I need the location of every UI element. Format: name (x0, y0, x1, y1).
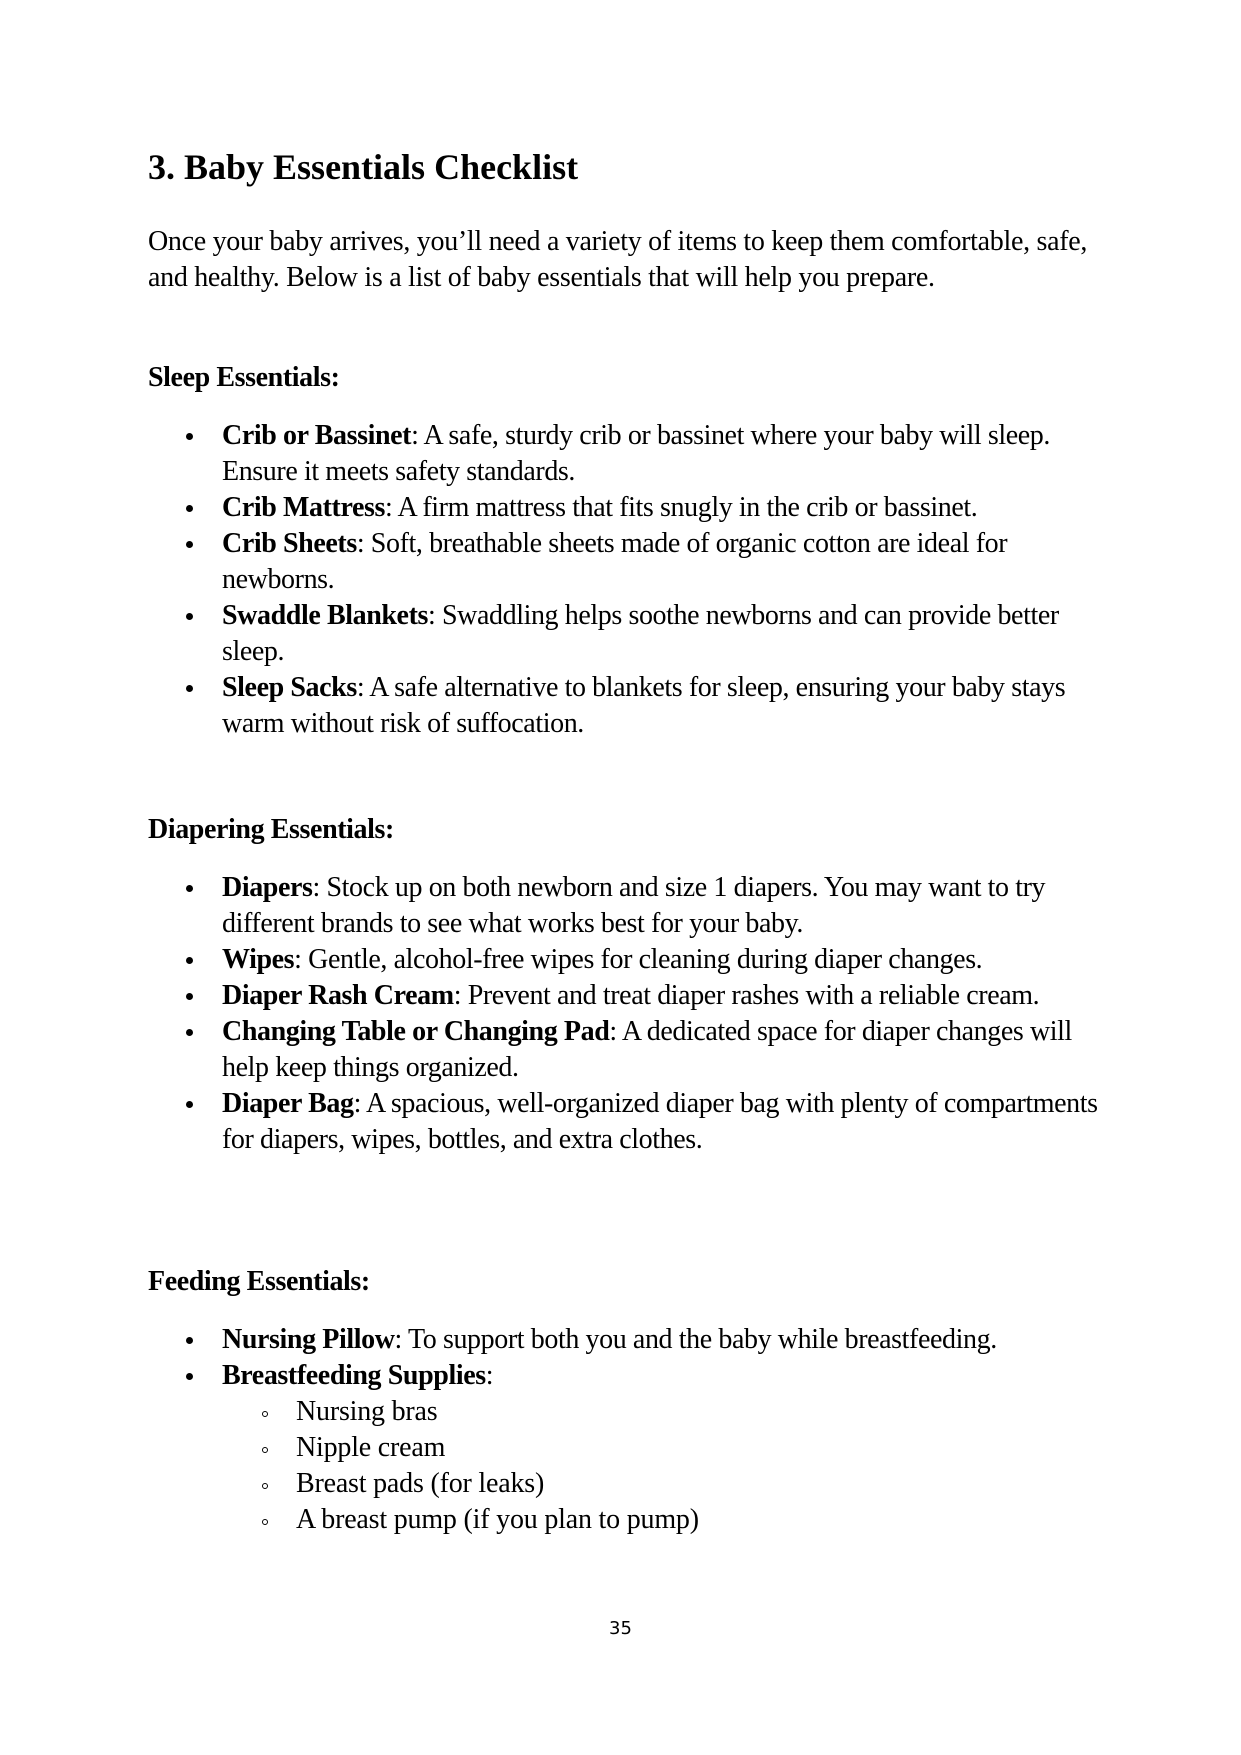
sub-list-item (222, 1466, 1108, 1502)
list-item (148, 1014, 1108, 1086)
section-heading-sleep: Sleep Essentials: (148, 362, 340, 393)
bullet-icon (186, 1029, 193, 1036)
sleep-essentials-list (148, 418, 1108, 742)
sub-item-text: Breast pads (for leaks) (296, 1468, 545, 1499)
page-number: 35 (609, 1618, 632, 1639)
breastfeeding-supplies-sublist (222, 1394, 1108, 1538)
intro-paragraph: Once your baby arrives, you’ll need a variety of items to keep them comfortable, safe, and healthy. Below is a list of baby essentials that will help you prepare. (148, 226, 1088, 293)
bullet-icon (186, 613, 193, 620)
item-description: : To support both you and the baby while breastfeeding. (394, 1324, 997, 1355)
item-term: Diaper Rash Cream (222, 980, 454, 1011)
list-item (148, 870, 1108, 942)
item-description: : A dedicated space for diaper changes will help keep things organized. (222, 1016, 1072, 1083)
item-term: Breastfeeding Supplies (222, 1360, 486, 1391)
bullet-icon (186, 885, 193, 892)
list-item (148, 490, 1108, 526)
feeding-essentials-list (148, 1322, 1108, 1538)
list-item (148, 670, 1108, 742)
bullet-icon (186, 1373, 193, 1380)
list-item (148, 1358, 1108, 1538)
diapering-essentials-list (148, 870, 1108, 1158)
sub-item-text: A breast pump (if you plan to pump) (296, 1504, 699, 1535)
bullet-icon (186, 433, 193, 440)
bullet-icon (186, 685, 193, 692)
section-heading-feeding: Feeding Essentials: (148, 1266, 370, 1297)
item-description: : Swaddling helps soothe newborns and can provide better sleep. (222, 600, 1059, 667)
list-item (148, 942, 1108, 978)
bullet-icon (186, 957, 193, 964)
item-description: : A safe, sturdy crib or bassinet where your baby will sleep. Ensure it meets safety standards. (222, 420, 1051, 487)
item-description: : Soft, breathable sheets made of organic cotton are ideal for newborns. (222, 528, 1008, 595)
bullet-icon (186, 505, 193, 512)
sub-list-item (222, 1394, 1108, 1430)
list-item (148, 526, 1108, 598)
sub-item-text: Nipple cream (296, 1432, 446, 1463)
section-heading-diapering: Diapering Essentials: (148, 814, 394, 845)
list-item (148, 418, 1108, 490)
list-item (148, 1086, 1108, 1158)
list-item (148, 598, 1108, 670)
item-term: Sleep Sacks (222, 672, 357, 703)
item-term: Diaper Bag (222, 1088, 354, 1119)
item-term: Nursing Pillow (222, 1324, 395, 1355)
item-description: : A spacious, well-organized diaper bag with plenty of compartments for diapers, wipes, bottles, and extra clothes. (222, 1088, 1098, 1155)
list-item (148, 1322, 1108, 1358)
item-description: : A firm mattress that fits snugly in the crib or bassinet. (385, 492, 978, 523)
circle-bullet-icon (262, 1447, 268, 1453)
item-description: : Stock up on both newborn and size 1 diapers. You may want to try different brands to see what works best for your baby. (222, 872, 1046, 939)
circle-bullet-icon (262, 1519, 268, 1525)
item-description: : Gentle, alcohol-free wipes for cleaning during diaper changes. (294, 944, 983, 975)
item-term: Crib Sheets (222, 528, 357, 559)
item-description: : (485, 1360, 494, 1391)
item-description: : Prevent and treat diaper rashes with a reliable cream. (453, 980, 1040, 1011)
page-title: 3. Baby Essentials Checklist (148, 147, 579, 187)
bullet-icon (186, 541, 193, 548)
item-term: Crib Mattress (222, 492, 386, 523)
item-term: Wipes (222, 944, 295, 975)
item-term: Swaddle Blankets (222, 600, 428, 631)
circle-bullet-icon (262, 1483, 268, 1489)
item-term: Diapers (222, 872, 313, 903)
sub-item-text: Nursing bras (296, 1396, 438, 1427)
bullet-icon (186, 1101, 193, 1108)
bullet-icon (186, 993, 193, 1000)
item-description: : A safe alternative to blankets for sleep, ensuring your baby stays warm without risk of suffocation. (222, 672, 1066, 739)
sub-list-item (222, 1430, 1108, 1466)
circle-bullet-icon (262, 1411, 268, 1417)
bullet-icon (186, 1337, 193, 1344)
list-item (148, 978, 1108, 1014)
item-term: Crib or Bassinet (222, 420, 412, 451)
sub-list-item (222, 1502, 1108, 1538)
item-term: Changing Table or Changing Pad (222, 1016, 610, 1047)
